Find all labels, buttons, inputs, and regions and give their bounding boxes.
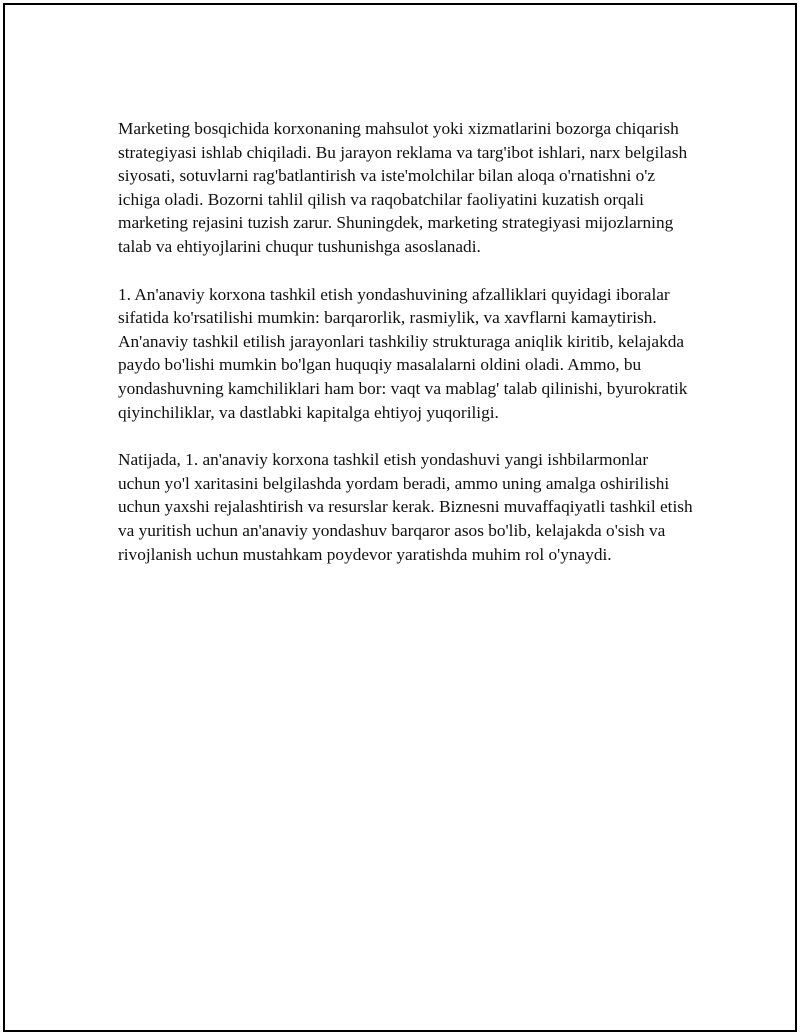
document-body bbox=[118, 117, 693, 590]
paragraph-marketing: Marketing bosqichida korxonaning mahsulot yoki xizmatlarini bozorga chiqarish strategiyasi ishlab chiqiladi. Bu jarayon reklama va targ'ibot ishlari, narx belgilash siyosati, sotuvlarni rag'batlantirish va iste'molchilar bilan aloqa o'rnatishni o'z ichiga oladi. Bozorni tahlil qilish va raqobatchilar faoliyatini kuzatish orqali marketing rejasini tuzish zarur. Shuningdek, marketing strategiyasi mijozlarning talab va ehtiyojlarini chuqur tushunishga asoslanadi. bbox=[118, 119, 688, 256]
paragraph-conclusion: Natijada, 1. an'anaviy korxona tashkil etish yondashuvi yangi ishbilarmonlar uchun yo'l xaritasini belgilashda yordam beradi, ammo uning amalga oshirilishi uchun yaxshi rejalashtirish va resurslar kerak. Biznesni muvaffaqiyatli tashkil etish va yuritish uchun an'anaviy yondashuv barqaror asos bo'lib, kelajakda o'sish va rivojlanish uchun mustahkam poydevor yaratishda muhim rol o'ynaydi. bbox=[118, 450, 693, 564]
paragraph-traditional-approach: 1. An'anaviy korxona tashkil etish yondashuvining afzalliklari quyidagi iboralar sifatida ko'rsatilishi mumkin: barqarorlik, rasmiylik, va xavflarni kamaytirish. An'anaviy tashkil etilish jarayonlari tashkiliy strukturaga aniqlik kiritib, kelajakda paydo bo'lishi mumkin bo'lgan huquqiy masalalarni oldini oladi. Ammo, bu yondashuvning kamchiliklari ham bor: vaqt va mablag' talab qilinishi, byurokratik qiyinchiliklar, va dastlabki kapitalga ehtiyoj yuqoriligi. bbox=[118, 284, 688, 422]
